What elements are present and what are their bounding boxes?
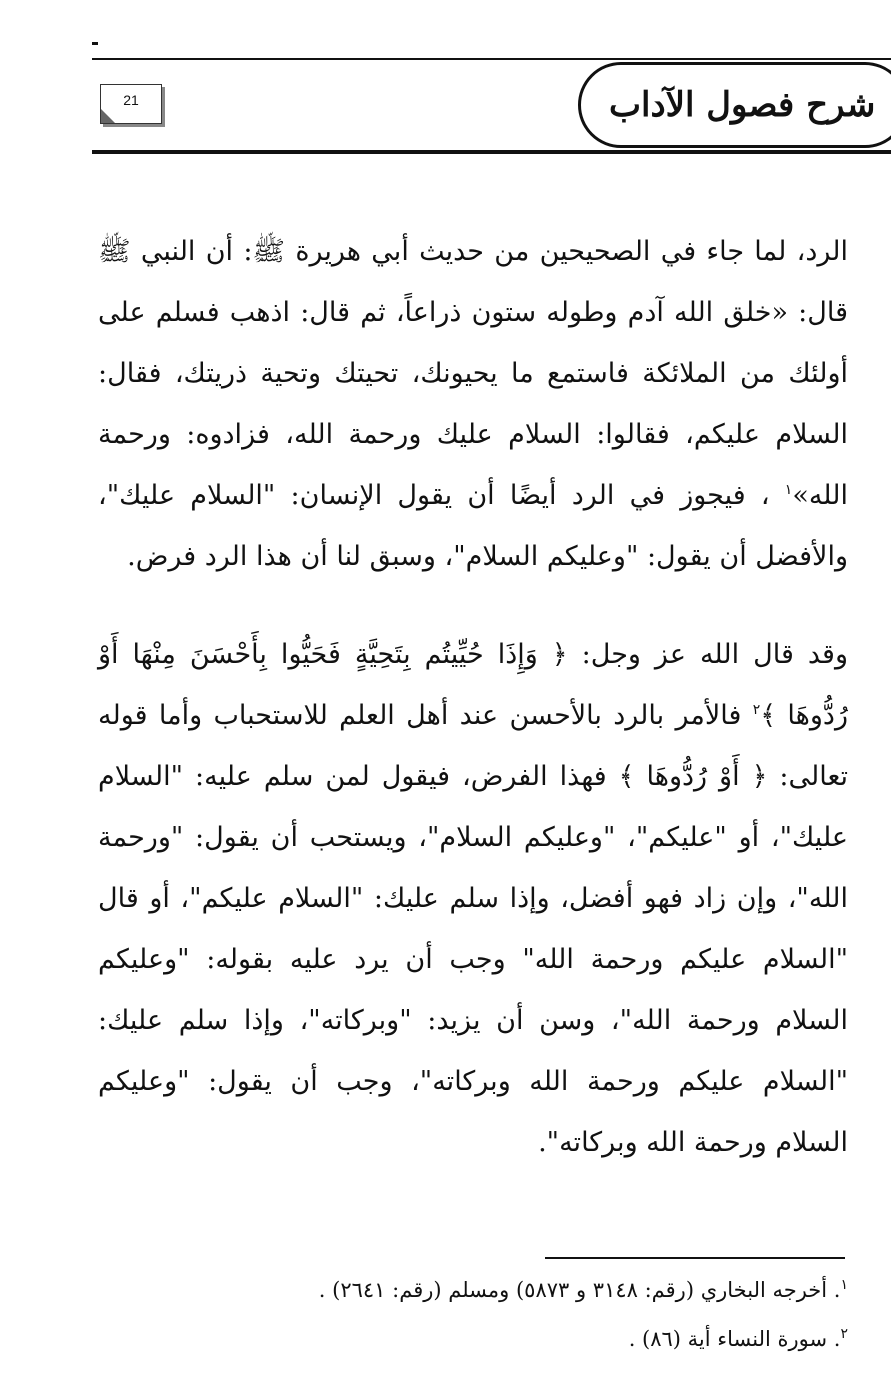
book-title: شرح فصول الآداب [609,85,876,125]
paragraph-1 [98,221,848,587]
header-rule-bottom [92,150,891,154]
header-rule-top [92,58,891,60]
footnote-1-text: . أخرجه البخاري (رقم: ٣١٤٨ و ٥٨٧٣) ومسلم (رقم: ٢٦٤١) . [318,1278,841,1302]
paragraph-2-verse: وقد قال الله عز وجل: ﴿ وَإِذَا حُيِّيتُم بِتَحِيَّةٍ فَحَيُّوا بِأَحْسَنَ مِنْهَا أَوْ رُدُّوهَا ﴾ [98,639,848,731]
paragraph-1-text: الرد، لما جاء في الصحيحين من حديث أبي هريرة ﷺ: أن النبي ﷺ قال: «خلق الله آدم وطوله ستون ذراعاً، ثم قال: اذهب فسلم على أولئك من الملائكة فاستمع ما يحيونك، تحيتك وتحية ذريتك، فقال: السلام عليكم، فقالوا: السلام عليك ورحمة الله، فزادوه: ورحمة الله» [98,236,848,511]
footnote-2-text: . سورة النساء أية (٨٦) . [628,1327,841,1351]
page-number: 21 [123,92,139,108]
book-title-box [578,62,891,148]
page-curl-icon [101,109,115,123]
footnote-1 [98,1278,848,1302]
footnote-ref-2[interactable]: ٢ [752,701,761,717]
page-number-box [100,84,162,124]
paragraph-1-text-after: ، فيجوز في الرد أيضًا أن يقول الإنسان: "السلام عليك"، والأفضل أن يقول: "وعليكم السلام"، وسبق لنا أن هذا الرد فرض. [98,480,848,572]
footnote-rule [545,1257,845,1259]
paragraph-2 [98,624,848,1173]
footnote-marker-1: ١ [840,1276,848,1292]
footnote-ref-1[interactable]: ١ [784,481,793,497]
paragraph-2-text: فالأمر بالرد بالأحسن عند أهل العلم للاستحباب وأما قوله تعالى: ﴿ أَوْ رُدُّوهَا ﴾ فهذا الفرض، فيقول لمن سلم عليه: "السلام عليك"، أو "عليكم"، "وعليكم السلام"، ويستحب أن يقول: "ورحمة الله"، وإن زاد فهو أفضل، وإذا سلم عليك: "السلام عليكم"، أو قال "السلام عليكم ورحمة الله" وجب أن يرد عليه بقوله: "وعليكم السلام ورحمة الله"، وسن أن يزيد: "وبركاته"، وإذا سلم عليك: "السلام عليكم ورحمة الله وبركاته"، وجب أن يقول: "وعليكم السلام ورحمة الله وبركاته". [98,700,848,1158]
footnote-marker-2: ٢ [840,1325,848,1341]
top-mark [92,42,98,45]
footnote-2 [98,1327,848,1351]
